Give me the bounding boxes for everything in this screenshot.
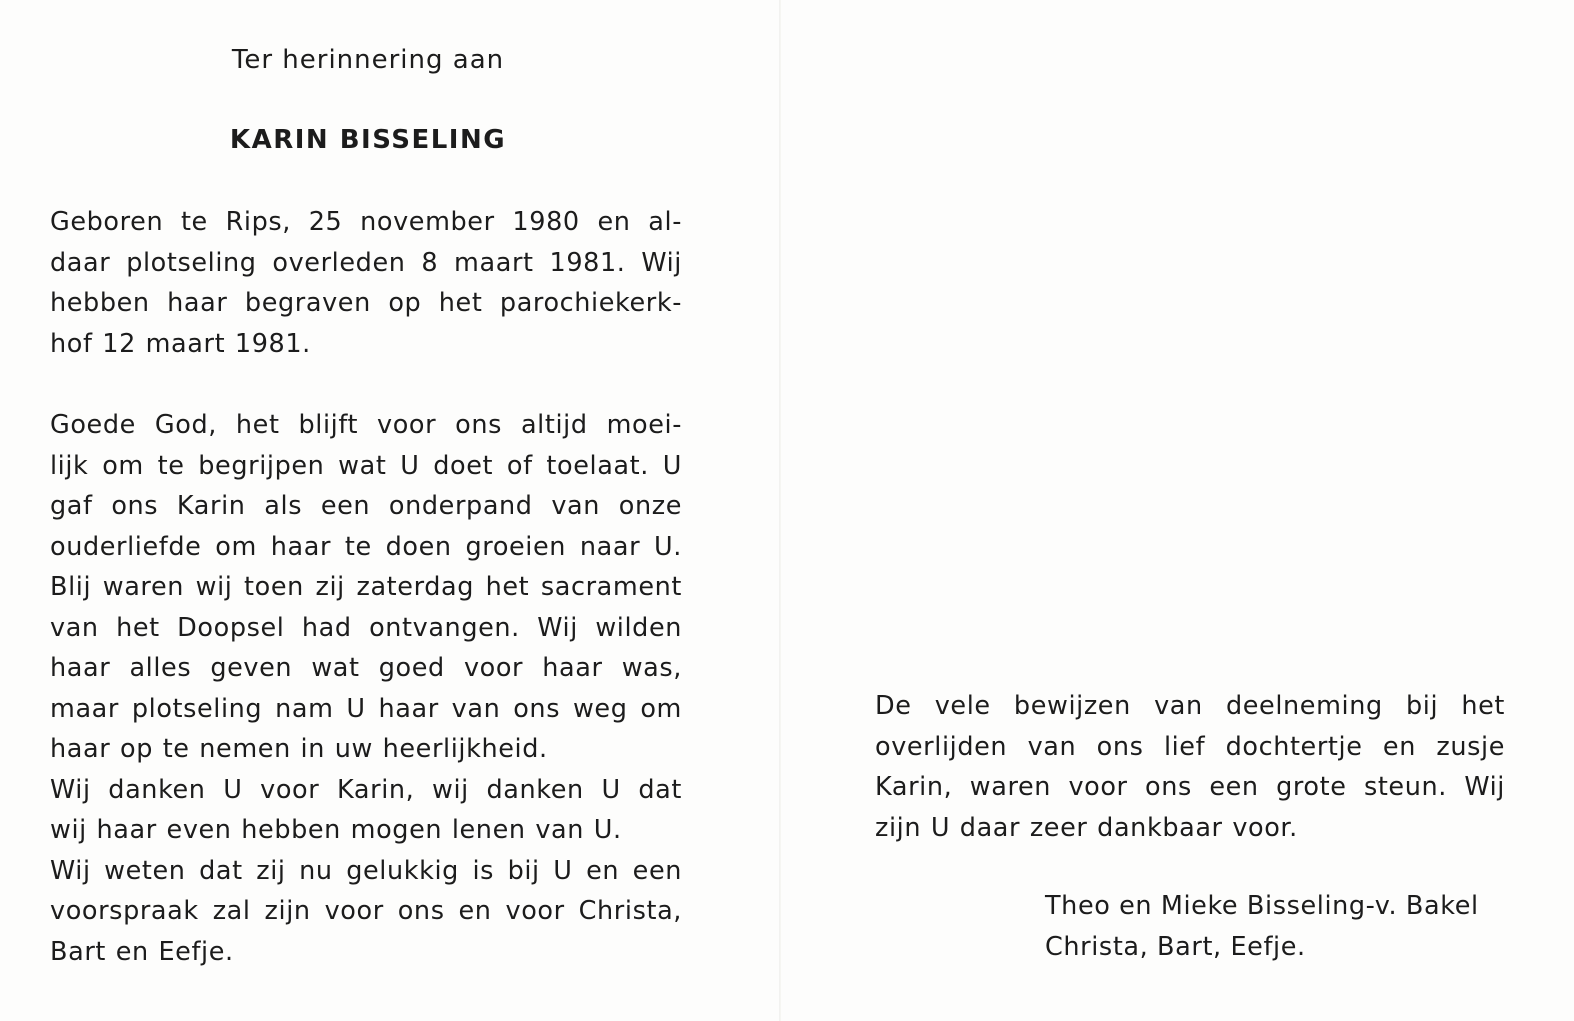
prayer-line: wij haar even hebben mogen lenen van U. — [50, 815, 622, 845]
prayer-line: maar plotseling nam U haar van ons weg om — [50, 693, 682, 724]
prayer-line: Wij weten dat zij nu gelukkig is bij U en een — [50, 855, 682, 886]
thanks-line: zijn U daar zeer dankbaar voor. — [875, 812, 1298, 843]
prayer-line: haar op te nemen in uw heerlijkheid. — [50, 734, 548, 764]
biography-line: hebben haar begraven op het parochiekerk- — [50, 288, 682, 318]
right-page — [875, 0, 1505, 1021]
biography-paragraph — [50, 202, 682, 364]
card-fold — [779, 0, 781, 1021]
prayer-line: Bart en Eefje. — [50, 936, 234, 967]
prayer-line: Blij waren wij toen zij zaterdag het sacrament — [50, 572, 682, 602]
prayer-line: voorspraak zal zijn voor ons en voor Christa, — [50, 896, 682, 926]
thanks-paragraph — [875, 686, 1505, 848]
prayer-line: Goede God, het blijft voor ons altijd moei- — [50, 410, 682, 440]
left-page — [50, 40, 682, 972]
signature-line: Christa, Bart, Eefje. — [1045, 931, 1306, 962]
prayer-line: van het Doopsel had ontvangen. Wij wilden — [50, 612, 682, 643]
prayer-line: Wij danken U voor Karin, wij danken U dat — [50, 774, 682, 805]
thanks-line: De vele bewijzen van deelneming bij het — [875, 691, 1505, 721]
prayer-line: ouderliefde om haar te doen groeien naar U. — [50, 531, 682, 562]
family-signature — [1045, 886, 1505, 967]
biography-line: Geboren te Rips, 25 november 1980 en al- — [50, 207, 682, 237]
biography-line: hof 12 maart 1981. — [50, 328, 311, 359]
thanks-line: Karin, waren voor ons een grote steun. Wij — [875, 772, 1505, 802]
prayer-line: haar alles geven wat goed voor haar was, — [50, 653, 682, 683]
signature-line: Theo en Mieke Bisseling-v. Bakel — [1045, 891, 1479, 921]
thanks-line: overlijden van ons lief dochtertje en zusje — [875, 731, 1505, 762]
prayer-line: gaf ons Karin als een onderpand van onze — [50, 491, 682, 521]
prayer-line: lijk om te begrijpen wat U doet of toelaat. U — [50, 450, 682, 481]
intro-text: Ter herinnering aan — [231, 45, 505, 75]
biography-line: daar plotseling overleden 8 maart 1981. Wij — [50, 247, 682, 278]
deceased-name: KARIN BISSELING — [229, 125, 507, 155]
prayer-paragraph — [50, 405, 682, 972]
